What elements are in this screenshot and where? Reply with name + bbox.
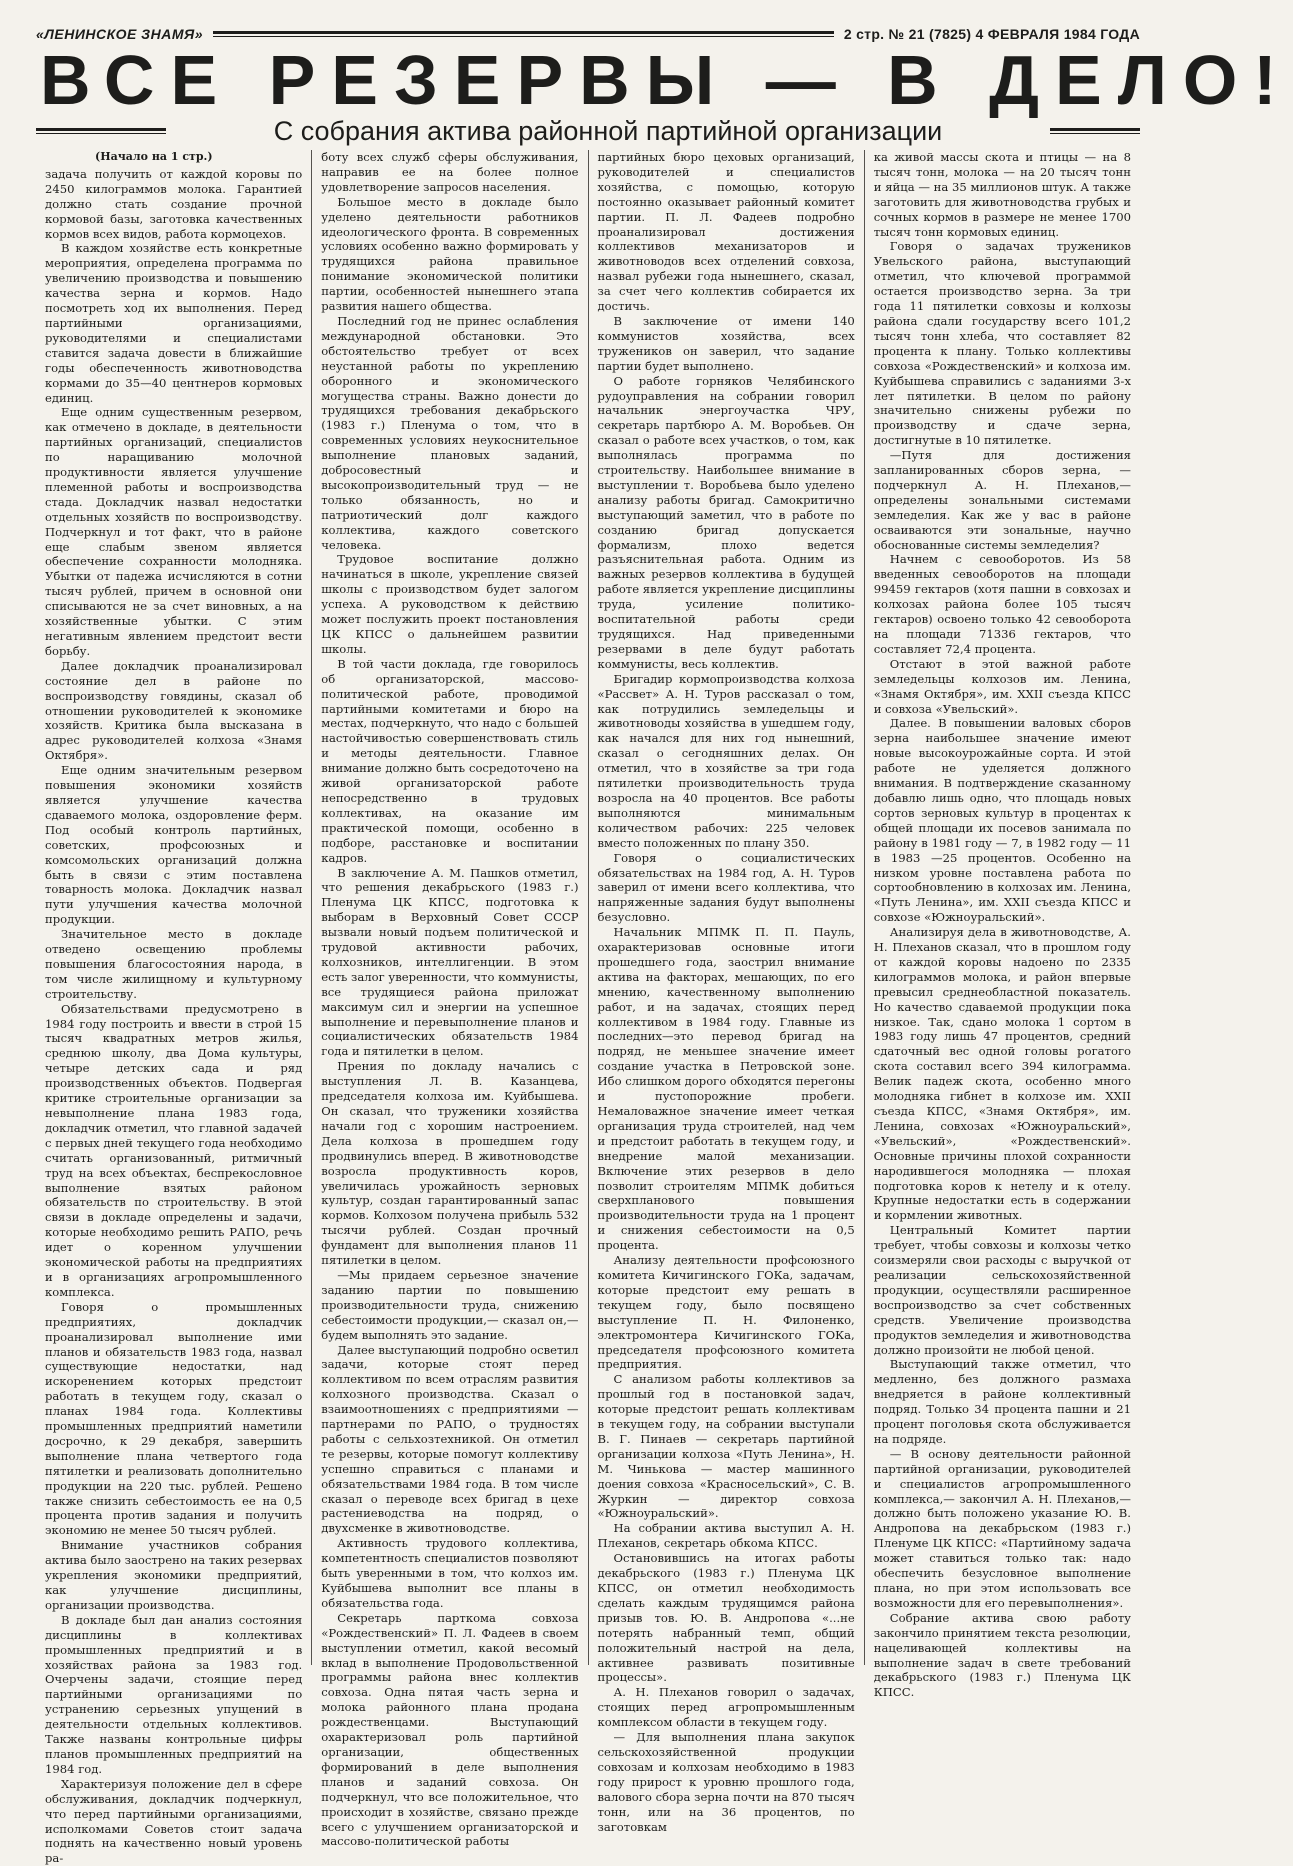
paragraph: Трудовое воспитание должно начинаться в школе, укрепление связей школы с производством будет залогом успеха. А руководством к действию может послужить проект постановления ЦК КПСС о дальнейшем развитии школы. bbox=[321, 552, 579, 656]
paragraph: задача получить от каждой коровы по 2450 килограммов молока. Гарантией должно стать создание прочной кормовой базы, заготовка качественных кормов всех видов, работа кормоцехов. bbox=[45, 166, 303, 241]
paragraph: Секретарь парткома совхоза «Рождественский» П. Л. Фадеев в своем выступлении отметил, какой весомый вклад в выполнение Продовольственной программы района внес коллектив совхоза. Одна пятая часть зерна и молока районного плана продана рождественцами. Выступающий охарактеризовал роль партийной организации, общественных формирований в деле выполнения планов и заданий совхоза. Он подчеркнул, что все положительное, что происходит в хозяйстве, связано прежде всего с улучшением организаторской и массово-политической работы bbox=[321, 1610, 579, 1849]
paragraph: Далее. В повышении валовых сборов зерна наибольшее значение имеют новые высокоурожайные сорта. И этой работе не уделяется должного внимания. В подтверждение сказанному добавлю лишь одно, что площадь новых сортов зерновых культур в процентах к общей площади их посевов занимала по району в 1981 году — 7, в 1982 году — 11 в 1983 —25 процентов. Особенно на низком уровне поставлена работа по сортообновлению в колхозах им. Ленина, «Путь Ленина», им. XXII съезда КПСС и совхозе «Южноуральский». bbox=[873, 716, 1131, 925]
subhead bbox=[36, 114, 1140, 148]
article-body bbox=[36, 150, 1140, 1866]
paragraph: партийных бюро цеховых организаций, руководителей и специалистов хозяйства, с помощью, которую постоянно оказывает районный комитет партии. П. Л. Фадеев подробно проанализировал достижения коллективов механизаторов и животноводов всех отделений совхоза, назвал рубежи года нынешнего, сказал, за счет чего коллектив собирается их достичь. bbox=[597, 150, 855, 314]
masthead-rule bbox=[213, 31, 834, 37]
paragraph: Остановившись на итогах работы декабрьского (1983 г.) Пленума ЦК КПСС, он отметил необходимость сделать каждым трудящимся района призыв тов. Ю. В. Андропова «...не потерять набранный темп, общий положительный настрой на дела, активнее развивать позитивные процессы». bbox=[597, 1551, 855, 1685]
paragraph: В заключение от имени 140 коммунистов хозяйства, всех тружеников он заверил, что задание партии будет выполнено. bbox=[597, 313, 855, 373]
paragraph: Внимание участников собрания актива было заострено на таких резервах укрепления экономики предприятий, как улучшение дисциплины, организации производства. bbox=[45, 1538, 303, 1612]
masthead-left bbox=[36, 26, 203, 42]
subhead-rule-left bbox=[36, 128, 166, 134]
paragraph: Начнем с севооборотов. Из 58 введенных севооборотов на площади 99459 гектаров (хотя пашни в совхозах и колхозах района более 105 тысяч гектаров) освоено только 42 севооборота на площади 71336 гектаров, что составляет 72,4 процента. bbox=[873, 552, 1131, 656]
paragraph: — Для выполнения плана закупок сельскохозяйственной продукции совхозам и колхозам необходимо в 1983 году прирост к уровню прошлого года, валового сбора зерна почти на 870 тысяч тонн, или на 36 процентов, по заготовкам bbox=[597, 1730, 855, 1834]
article-column-3 bbox=[588, 150, 864, 1834]
paragraph: Значительное место в докладе отведено освещению проблемы повышения благосостояния народа, в том числе жилищному и культурному строительству. bbox=[45, 927, 303, 1001]
paragraph: Далее докладчик проанализировал состояние дел в районе по воспроизводству говядины, сказал об отношении руководителей к экономике хозяйств. Критика была высказана в адрес руководителей колхоза «Знамя Октября». bbox=[45, 658, 303, 763]
paragraph: В докладе был дан анализ состояния дисциплины в коллективах промышленных предприятий и в хозяйствах района за 1983 год. Очерчены задачи, стоящие перед партийными организациями по устранению серьезных упущений в деятельности отдельных коллективов. Также названы контрольные цифры планов промышленных предприятий на 1984 год. bbox=[45, 1612, 303, 1776]
paragraph: Еще одним существенным резервом, как отмечено в докладе, в деятельности партийных организаций, специалистов по наращиванию молочной продуктивности является улучшение племенной работы и воспроизводства стада. Докладчик назвал недостатки отдельных хозяйств по воспроизводству. Подчеркнул и тот факт, что в районе еще слабым звеном является обеспечение сохранности молодняка. Убытки от падежа исчисляются в сотни тысяч рублей, причем в основной они списываются не за счет виновных, а на хозяйственные убытки. С этим негативным явлением предстоит вести борьбу. bbox=[45, 405, 303, 658]
paragraph: В каждом хозяйстве есть конкретные мероприятия, определена программа по увеличению производства и повышению качества зерна и кормов. Надо посмотреть ход их выполнения. Перед партийными организациями, руководителями и специалистами ставится задача довести в ближайшие годы обеспеченность животноводства кормами до 35—40 центнеров кормовых единиц. bbox=[45, 241, 303, 405]
continued-note: (Начало на 1 стр.) bbox=[95, 150, 213, 163]
paragraph: О работе горняков Челябинского рудоуправления на собрании говорил начальник энергоучастка ЧРУ, секретарь партбюро А. М. Воробьев. Он сказал о работе всех участков, о том, как выполнялась программа по строительству. Наибольшее внимание в выступлении т. Воробьева было уделено анализу работы бригад. Самокритично выступающий заметил, что в работе по созданию бригад допускается формализм, плохо ведется разъяснительная работа. Одним из важных резервов коллектива в будущей работе является укрепление дисциплины труда, усиление политико-воспитательной работы среди трудящихся. Над приведенными резервами в деле будут работать коммунисты, весь коллектив. bbox=[597, 373, 855, 671]
paragraph: На собрании актива выступил А. Н. Плеханов, секретарь обкома КПСС. bbox=[597, 1521, 855, 1551]
paragraph: Анализируя дела в животноводстве, А. Н. Плеханов сказал, что в прошлом году от каждой коровы надоено по 2335 килограммов молока, и район впервые превысил среднеобластной показатель. Но качество сдаваемой продукции пока низкое. Так, сдано молока 1 сортом в 1983 году лишь 47 процентов, средний сдаточный вес одной головы рогатого скота составил всего 394 килограмма. Велик падеж скота, особенно много молодняка гибнет в колхозе им. XXII съезда КПСС, «Знамя Октября», им. Ленина, совхозах «Южноуральский», «Увельский», «Рождественский». Основные причины плохой сохранности народившегося молодняка — плохая подготовка коров к нетелу и к отелу. Крупные недостатки есть в содержании и кормлении животных. bbox=[873, 925, 1131, 1223]
newspaper-name: «ЛЕНИНСКОЕ ЗНАМЯ» bbox=[36, 26, 204, 42]
issue-line: 2 стр. № 21 (7825) 4 ФЕВРАЛЯ 1984 ГОДА bbox=[843, 26, 1140, 42]
paragraph: Последний год не принес ослабления международной обстановки. Это обстоятельство требует от всех неустанной работы по укреплению оборонного и экономического могущества страны. Важно донести до трудящихся требования декабрьского (1983 г.) Пленума о том, что в современных условиях неукоснительное выполнение плановых заданий, добросовестный и высокопроизводительный труд — не только обязанность, но и патриотический долг каждого коллектива, каждого советского человека. bbox=[321, 313, 579, 552]
paragraph: Прения по докладу начались с выступления Л. В. Казанцева, председателя колхоза им. Куйбышева. Он сказал, что труженики хозяйства начали год с хорошим настроением. Дела колхоза в прошедшем году продвинулись вперед. В животноводстве возросла продуктивность коров, увеличилась урожайность зерновых культур, создан гарантированный запас кормов. Колхозом получена прибыль 532 тысячи рублей. Создан прочный фундамент для выполнения планов 11 пятилетки в целом. bbox=[321, 1059, 579, 1268]
subhead-rule-right bbox=[1050, 128, 1140, 134]
paragraph: В заключение А. М. Пашков отметил, что решения декабрьского (1983 г.) Пленума ЦК КПСС, подготовка к выборам в Верховный Совет СССР вызвали новый подъем политической и трудовой активности рабочих, колхозников, интеллигенции. В этом есть залог уверенности, что коммунисты, все трудящиеся района приложат максимум сил и энергии на успешное выполнение и перевыполнение планов и социалистических обязательств 1984 года и пятилетки в целом. bbox=[321, 865, 579, 1059]
paragraph: Выступающий также отметил, что медленно, без должного размаха внедряется в районе коллективный подряд. Только 34 процента пашни и 21 процент поголовья скота обслуживается на подряде. bbox=[873, 1357, 1131, 1446]
article-column-1 bbox=[36, 150, 311, 1866]
paragraph: Говоря о промышленных предприятиях, докладчик проанализировал выполнение ими планов и обязательств 1983 года, назвал существующие недостатки, над искоренением которых предстоит работать в текущем году, сказал о планах 1984 года. Коллективы промышленных предприятий наметили досрочно, к 29 декабря, завершить выполнение плана четвертого года пятилетки и реализовать дополнительно продукции на 220 тыс. рублей. Решено также снизить себестоимость ее на 0,5 процента против задания и получить экономию не менее 50 тысяч рублей. bbox=[45, 1299, 303, 1538]
paragraph: А. Н. Плеханов говорил о задачах, стоящих перед агропромышленным комплексом области в текущем году. bbox=[597, 1685, 855, 1730]
paragraph: С анализом работы коллективов за прошлый год в постановкой задач, которые предстоит решать коллективам в текущем году, на собрании выступали В. Г. Пинаев — секретарь партийной организации колхоза «Путь Ленина», Н. М. Чинькова — мастер машинного доения совхоза «Красносельский», С. В. Журкин — директор совхоза «Южноуральский». bbox=[597, 1372, 855, 1521]
article-column-4 bbox=[864, 150, 1140, 1700]
paragraph: Начальник МПМК П. П. Пауль, охарактеризовав основные итоги прошедшего года, заострил внимание актива на факторах, мешающих, по его мнению, качественному выполнению работ, и на задачах, стоящих перед коллективом в 1984 году. Главные из последних—это перевод бригад на подряд, не меньшее значение имеет создание участка в Петровской зоне. Ибо слишком дорого обходятся перегоны и пустопорожние пробеги. Немаловажное значение имеет четкая организация труда строителей, над чем и предстоит работать в текущем году, и внедрение малой механизации. Включение этих резервов в дело позволит строителям МПМК добиться сверхпланового повышения производительности труда на 1 процент и снижения себестоимости на 0,5 процента. bbox=[597, 925, 855, 1253]
paragraph: Далее выступающий подробно осветил задачи, которые стоят перед коллективом по всем отраслям развития колхозного производства. Сказал о взаимоотношениях с предприятиями — партнерами по РАПО, о трудностях работы с сельхозтехникой. Он отметил те резервы, которые помогут коллективу успешно справиться с планами и обязательствами 1984 года. В том числе сказал о переводе всех бригад в цехе растениеводства на подряд, о двухсменке в животноводстве. bbox=[321, 1342, 579, 1536]
paragraph: Центральный Комитет партии требует, чтобы совхозы и колхозы четко соизмеряли свои расходы с выручкой от реализации сельскохозяйственной продукции, осуществляли расширенное воспроизводство за счет собственных средств. Увеличение производства продуктов земледелия и животноводства должно произойти не любой ценой. bbox=[873, 1223, 1131, 1357]
paragraph: Большое место в докладе было уделено деятельности работников идеологического фронта. В современных условиях особенно важно формировать у трудящихся района правильное понимание экономической политики партии, особенностей нынешнего этапа развития нашего общества. bbox=[321, 194, 579, 314]
paragraph: Собрание актива свою работу закончило принятием текста резолюции, нацеливающей коллективы на выполнение задач в свете требований декабрьского (1983 г.) Пленума ЦК КПСС. bbox=[873, 1610, 1131, 1700]
paragraph: Обязательствами предусмотрено в 1984 году построить и ввести в строй 15 тысяч квадратных метров жилья, среднюю школу, два Дома культуры, четыре детских сада и ряд производственных объектов. Подвергая критике строительные организации за невыполнение плана 1983 года, докладчик отметил, что главной задачей с первых дней текущего года необходимо считать организованный, ритмичный труд на всех объектах, беспрекословное выполнение взятых районом обязательств по строительству. В этой связи в докладе определены и задачи, которые необходимо решить РАПО, речь идет о коренном улучшении экономической работы на предприятиях и в организациях агропромышленного комплекса. bbox=[45, 1001, 303, 1299]
paragraph: Говоря о задачах тружеников Увельского района, выступающий отметил, что ключевой программой остается производство зерна. За три года 11 пятилетки совхозы и колхозы района сдали государству всего 101,2 тысяч тонн хлеба, что составляет 82 процента к плану. Только коллективы совхоза «Рождественский» и колхоза им. Куйбышева справились с заданиями 3-х лет пятилетки. В целом по району значительно снижены рубежи по производству и сдаче зерна, достигнутые в 10 пятилетке. bbox=[873, 239, 1131, 448]
paragraph: Анализу деятельности профсоюзного комитета Кичигинского ГОКа, задачам, которые предстоит ему решать в текущем году, было посвящено выступление П. Н. Филоненко, электромонтера Кичигинского ГОКа, председателя профсоюзного комитета предприятия. bbox=[597, 1253, 855, 1372]
paragraph: — В основу деятельности районной партийной организации, руководителей и специалистов агропромышленного комплекса,— закончил А. Н. Плеханов,— должно быть положено указание Ю. В. Андропова на декабрьском (1983 г.) Пленуме ЦК КПСС: «Партийному задача может ставиться только так: надо обеспечить безусловное выполнение плана, но при этом использовать все возможности для его перевыполнения». bbox=[873, 1446, 1131, 1610]
subhead-text: С собрания актива районной партийной организации bbox=[273, 116, 943, 146]
paragraph: Активность трудового коллектива, компетентность специалистов позволяют быть уверенными в том, что колхоз им. Куйбышева выполнит все планы в обязательства года. bbox=[321, 1536, 579, 1610]
paragraph: В той части доклада, где говорилось об организаторской, массово-политической работе, проводимой партийными комитетами и бюро на местах, подчеркнуто, что надо с большей настойчивостью совершенствовать стиль и методы деятельности. Главное внимание должно быть сосредоточено на живой организаторской работе непосредственно в трудовых коллективах, на оказание им практической помощи, особенно в подборе, расстановке и воспитании кадров. bbox=[321, 656, 579, 865]
headline: ВСЕ РЕЗЕРВЫ — В ДЕЛО! bbox=[40, 41, 1293, 119]
paragraph: Характеризуя положение дел в сфере обслуживания, докладчик подчеркнул, что перед партийными организациями, исполкомами Советов стоит задача поднять на качественно новый уровень ра- bbox=[45, 1776, 303, 1866]
article-column-2 bbox=[311, 150, 587, 1849]
paragraph: Говоря о социалистических обязательствах на 1984 год, А. Н. Туров заверил от имени всего коллектива, что напряженные задания будут выполнены безусловно. bbox=[597, 850, 855, 925]
paragraph: ка живой массы скота и птицы — на 8 тысяч тонн, молока — на 20 тысяч тонн и яйца — на 35 миллионов штук. А также заготовить для животноводства грубых и сочных кормов в размере не менее 1700 тысяч тонн кормовых единиц. bbox=[873, 150, 1131, 239]
paragraph: Еще одним значительным резервом повышения экономики хозяйств является улучшение качества сдаваемого молока, оздоровление ферм. Под особый контроль партийных, советских, профсоюзных и комсомольских организаций должна быть в связи с этим поставлена товарность молока. Докладчик назвал пути улучшения качества молочной продукции. bbox=[45, 763, 303, 927]
paragraph: боту всех служб сферы обслуживания, направив ее на более полное удовлетворение запросов населения. bbox=[321, 150, 579, 194]
paragraph: Отстают в этой важной работе земледельцы колхозов им. Ленина, «Знамя Октября», им. XXII съезда КПСС и совхоза «Увельский». bbox=[873, 656, 1131, 716]
paragraph: —Мы придаем серьезное значение заданию партии по повышению производительности труда, снижению себестоимости продукции,— сказал он,— будем выполнять это задание. bbox=[321, 1267, 579, 1342]
paragraph: Бригадир кормопроизводства колхоза «Рассвет» А. Н. Туров рассказал о том, как потрудились земледельцы и животноводы хозяйства в ушедшем году, как начался для них год нынешний, сказал о сегодняшних делах. Он отметил, что в хозяйстве за три года пятилетки производительность труда возросла на 40 процентов. Все работы выполняются минимальным количеством рабочих: 225 человек вместо положенных по плану 350. bbox=[597, 671, 855, 850]
paragraph: —Путя для достижения запланированных сборов зерна, — подчеркнул А. Н. Плеханов,— определены зональными системами земледелия. Как же у вас в районе осваиваются эти зональные, научно обоснованные системы земледелия? bbox=[873, 448, 1131, 552]
